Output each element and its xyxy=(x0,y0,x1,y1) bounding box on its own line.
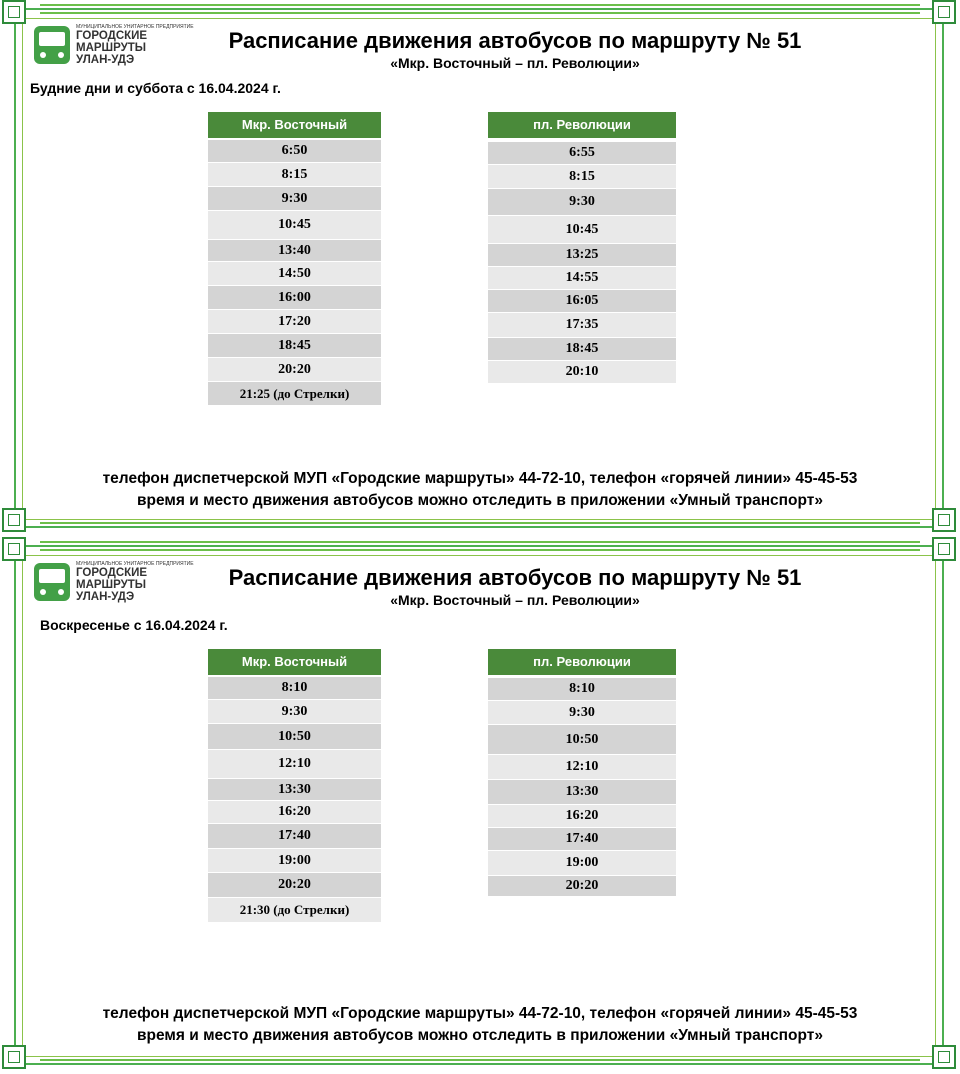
logo-text: ГОРОДСКИЕ МАРШРУТЫ УЛАН-УДЭ xyxy=(76,567,148,603)
departure-time: 16:00 xyxy=(208,286,381,309)
departure-time: 6:55 xyxy=(488,142,676,164)
column-header: Мкр. Восточный xyxy=(208,112,381,138)
departure-time: 8:10 xyxy=(208,677,381,699)
corner-ornament xyxy=(932,537,956,561)
logo-text: ГОРОДСКИЕ МАРШРУТЫ УЛАН-УДЭ xyxy=(76,30,148,66)
departure-time: 12:10 xyxy=(488,755,676,779)
departure-time: 20:20 xyxy=(208,358,381,381)
departure-time: 9:30 xyxy=(208,187,381,210)
corner-ornament xyxy=(932,1045,956,1069)
bus-icon xyxy=(34,26,70,64)
decor-stripe xyxy=(40,1059,920,1061)
departure-time: 10:45 xyxy=(208,211,381,239)
logo-caption: МУНИЦИПАЛЬНОЕ УНИТАРНОЕ ПРЕДПРИЯТИЕ xyxy=(76,561,194,567)
departure-time: 10:45 xyxy=(488,216,676,243)
timetable-column-vostochny xyxy=(208,649,381,922)
schedule-title: Расписание движения автобусов по маршруту № 51 xyxy=(228,565,802,590)
valid-from-label: Воскресенье с 16.04.2024 г. xyxy=(40,617,228,633)
departure-time: 20:20 xyxy=(208,873,381,897)
column-header: Мкр. Восточный xyxy=(208,649,381,675)
departure-time: 16:20 xyxy=(208,801,381,823)
route-name: «Мкр. Восточный – пл. Революции» xyxy=(390,592,640,608)
contact-footer xyxy=(20,1003,940,1047)
logo-caption: МУНИЦИПАЛЬНОЕ УНИТАРНОЕ ПРЕДПРИЯТИЕ xyxy=(76,24,194,30)
departure-time: 14:50 xyxy=(208,262,381,285)
route-name: «Мкр. Восточный – пл. Революции» xyxy=(390,55,640,71)
departure-time: 9:30 xyxy=(488,701,676,724)
departure-time: 17:35 xyxy=(488,313,676,337)
corner-ornament xyxy=(932,0,956,24)
dispatcher-phone-line: телефон диспетчерской МУП «Городские маршруты» 44-72-10, телефон «горячей линии» 45-45-53 xyxy=(102,1005,858,1022)
decor-stripe xyxy=(40,522,920,524)
timetable-column-revolyutsii xyxy=(488,649,676,896)
timetable-column-vostochny xyxy=(208,112,381,405)
departure-time: 16:05 xyxy=(488,290,676,312)
departure-time: 13:40 xyxy=(208,240,381,261)
valid-from-label: Будние дни и суббота с 16.04.2024 г. xyxy=(30,80,281,96)
departure-time: 19:00 xyxy=(488,851,676,875)
departure-time: 13:30 xyxy=(488,780,676,804)
departure-time: 13:25 xyxy=(488,244,676,266)
company-logo xyxy=(34,22,194,68)
tracking-app-line: время и место движения автобусов можно отследить в приложении «Умный транспорт» xyxy=(137,1027,823,1044)
departure-time: 9:30 xyxy=(208,700,381,723)
departure-time: 17:40 xyxy=(208,824,381,848)
departure-time: 13:30 xyxy=(208,779,381,800)
bus-icon xyxy=(34,563,70,601)
departure-time: 6:50 xyxy=(208,140,381,162)
corner-ornament xyxy=(2,0,26,24)
schedule-title: Расписание движения автобусов по маршруту № 51 xyxy=(228,28,802,53)
timetable-column-revolyutsii xyxy=(488,112,676,383)
departure-time: 20:10 xyxy=(488,361,676,383)
dispatcher-phone-line: телефон диспетчерской МУП «Городские маршруты» 44-72-10, телефон «горячей линии» 45-45-53 xyxy=(102,470,858,487)
departure-time: 16:20 xyxy=(488,805,676,827)
departure-time: 17:20 xyxy=(208,310,381,333)
company-logo xyxy=(34,559,194,605)
contact-footer xyxy=(20,468,940,512)
column-header: пл. Революции xyxy=(488,649,676,675)
departure-time: 12:10 xyxy=(208,750,381,778)
departure-time: 18:45 xyxy=(488,338,676,360)
corner-ornament xyxy=(2,1045,26,1069)
departure-time: 21:30 (до Стрелки) xyxy=(208,898,381,922)
tracking-app-line: время и место движения автобусов можно отследить в приложении «Умный транспорт» xyxy=(137,492,823,509)
departure-time: 8:10 xyxy=(488,678,676,700)
departure-time: 20:20 xyxy=(488,876,676,896)
decor-stripe xyxy=(40,12,920,14)
decor-stripe xyxy=(40,541,920,543)
decor-stripe xyxy=(40,4,920,6)
column-header: пл. Революции xyxy=(488,112,676,138)
schedule-sheet-sunday xyxy=(0,537,960,1074)
departure-time: 21:25 (до Стрелки) xyxy=(208,382,381,405)
departure-time: 10:50 xyxy=(488,725,676,754)
departure-time: 9:30 xyxy=(488,189,676,215)
departure-time: 8:15 xyxy=(208,163,381,186)
departure-time: 17:40 xyxy=(488,828,676,850)
departure-time: 19:00 xyxy=(208,849,381,872)
departure-time: 10:50 xyxy=(208,724,381,749)
departure-time: 14:55 xyxy=(488,267,676,289)
departure-time: 18:45 xyxy=(208,334,381,357)
corner-ornament xyxy=(2,537,26,561)
decor-stripe xyxy=(40,549,920,551)
departure-time: 8:15 xyxy=(488,165,676,188)
